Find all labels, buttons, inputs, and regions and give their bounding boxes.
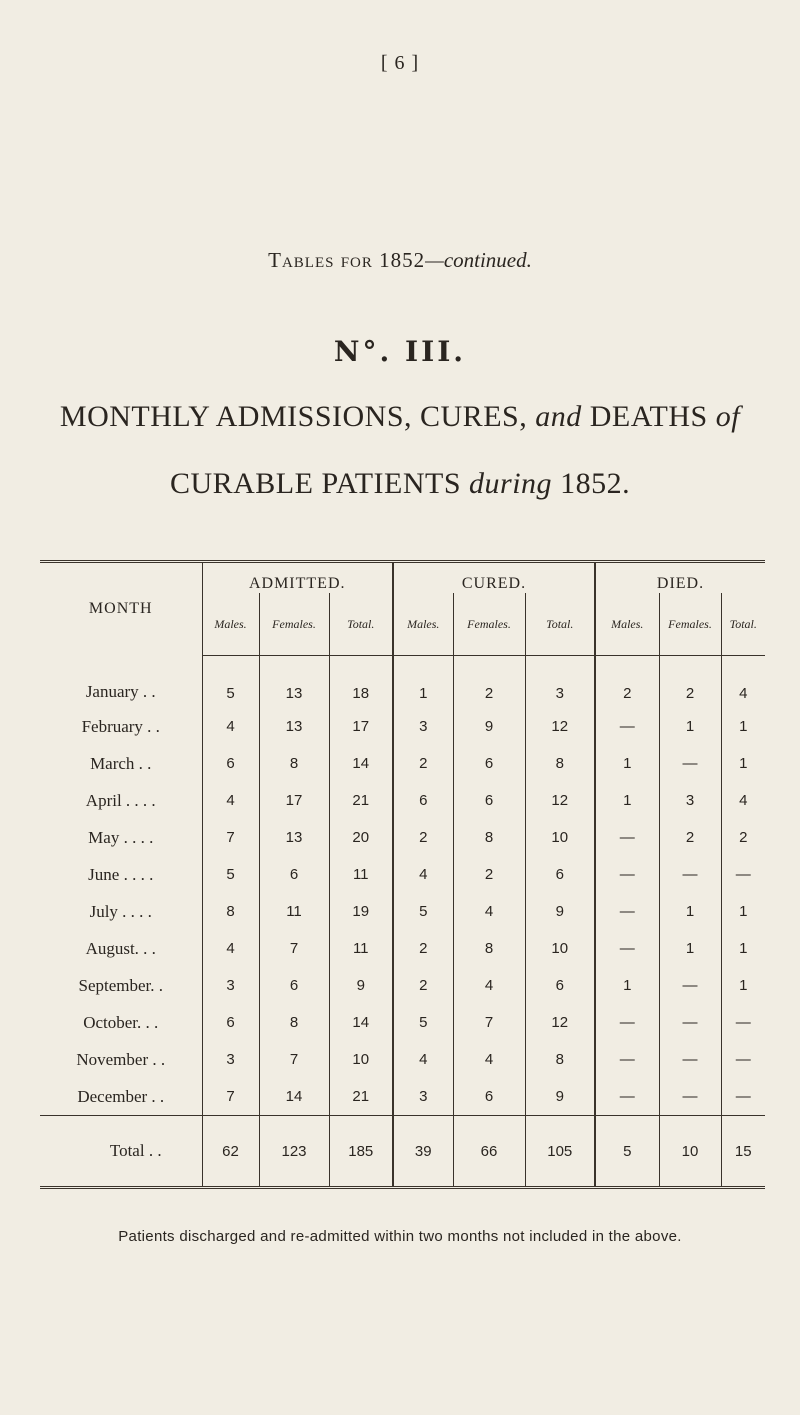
cured-total-cell: 105 [525, 1116, 595, 1188]
admitted-males-cell: 4 [202, 782, 259, 819]
admitted-females-header: Females. [259, 593, 329, 656]
cured-total-cell: 12 [525, 1004, 595, 1041]
died-total-cell: 4 [739, 685, 748, 702]
heading-during: during [469, 467, 553, 500]
admitted-total-cell: 18 [329, 656, 393, 709]
admitted-total-cell: 11 [329, 930, 393, 967]
admitted-females-cell: 7 [259, 1041, 329, 1078]
died-males-header: Males. [595, 593, 659, 656]
cured-females-header: Females. [453, 593, 525, 656]
month-cell: August. . . [40, 930, 202, 967]
cured-females-cell: 6 [453, 1078, 525, 1116]
admitted-females-cell: 13 [259, 708, 329, 745]
admitted-females-cell: 8 [259, 1004, 329, 1041]
cured-total-cell: 8 [525, 1041, 595, 1078]
died-total-cell: 1 [739, 977, 748, 994]
heading-of: of [715, 400, 741, 433]
table-heading-line1 [0, 400, 800, 434]
cured-total-cell: 9 [525, 1078, 595, 1116]
admitted-group-header: ADMITTED. [202, 562, 393, 594]
admitted-total-cell: 14 [329, 745, 393, 782]
cured-females-cell: 7 [453, 1004, 525, 1041]
cured-males-header: Males. [393, 593, 453, 656]
admitted-total-cell: 9 [329, 967, 393, 1004]
cured-total-cell: 6 [525, 967, 595, 1004]
table-row [40, 856, 765, 893]
cured-total-header: Total. [525, 593, 595, 656]
died-males-cell: 1 [595, 745, 659, 782]
cured-total-cell: 10 [525, 819, 595, 856]
cured-males-cell: 2 [393, 819, 453, 856]
died-females-header: Females. [659, 593, 721, 656]
table-row [40, 1004, 765, 1041]
month-cell: November . . [40, 1041, 202, 1078]
month-cell: May . . . . [40, 819, 202, 856]
died-females-cell: 1 [659, 708, 721, 745]
subtitle-main: Tables for 1852 [268, 248, 426, 272]
admitted-males-cell: 3 [202, 967, 259, 1004]
heading-deaths: DEATHS [589, 400, 708, 433]
cured-group-header: CURED. [393, 562, 595, 594]
died-females-cell: — [659, 1041, 721, 1078]
died-males-cell: 1 [595, 967, 659, 1004]
admitted-males-cell: 4 [202, 708, 259, 745]
died-females-cell: — [659, 1078, 721, 1116]
month-column-header: MONTH [40, 562, 202, 656]
died-males-cell: — [595, 893, 659, 930]
admitted-total-cell: 11 [329, 856, 393, 893]
died-females-cell: 1 [659, 893, 721, 930]
died-total-header: Total. [721, 593, 765, 656]
cured-females-cell: 2 [453, 656, 525, 709]
table-number: N°. III. [333, 335, 467, 368]
heading-and: and [535, 400, 582, 433]
died-females-cell: 10 [659, 1116, 721, 1188]
month-cell: September. . [40, 967, 202, 1004]
admitted-males-cell: 5 [202, 656, 259, 709]
admitted-total-cell: 20 [329, 819, 393, 856]
cured-males-cell: 5 [393, 893, 453, 930]
died-males-cell: — [595, 1004, 659, 1041]
died-females-cell: — [659, 856, 721, 893]
cured-total-cell: 3 [525, 656, 595, 709]
cured-total-cell: 12 [525, 708, 595, 745]
admitted-females-cell: 17 [259, 782, 329, 819]
cured-females-cell: 9 [453, 708, 525, 745]
cured-males-cell: 4 [393, 1041, 453, 1078]
admitted-males-cell: 6 [202, 1004, 259, 1041]
died-total-cell: 4 [739, 792, 748, 809]
cured-total-cell: 6 [525, 856, 595, 893]
table-body [40, 656, 765, 1188]
died-total-cell: 15 [721, 1116, 765, 1188]
month-cell: June . . . . [40, 856, 202, 893]
died-females-cell: — [659, 745, 721, 782]
admitted-females-cell: 13 [259, 819, 329, 856]
admitted-total-cell: 10 [329, 1041, 393, 1078]
cured-males-cell: 39 [393, 1116, 453, 1188]
month-cell: October. . . [40, 1004, 202, 1041]
cured-females-cell: 6 [453, 782, 525, 819]
month-cell: January . . [40, 656, 202, 709]
admitted-males-header: Males. [202, 593, 259, 656]
table-row [40, 930, 765, 967]
died-females-cell: — [659, 967, 721, 1004]
admitted-males-cell: 4 [202, 930, 259, 967]
heading-curable-patients: CURABLE PATIENTS [169, 467, 462, 500]
admitted-females-cell: 8 [259, 745, 329, 782]
cured-males-cell: 2 [393, 967, 453, 1004]
month-cell: March . . [40, 745, 202, 782]
month-cell: April . . . . [40, 782, 202, 819]
died-males-cell: — [595, 819, 659, 856]
admitted-females-cell: 13 [259, 656, 329, 709]
admitted-total-cell: 21 [329, 1078, 393, 1116]
cured-total-cell: 12 [525, 782, 595, 819]
cured-males-cell: 2 [393, 930, 453, 967]
cured-females-cell: 2 [453, 856, 525, 893]
table-row [40, 967, 765, 1004]
died-total-cell: 1 [739, 903, 748, 920]
died-males-cell: 5 [595, 1116, 659, 1188]
died-males-cell: 2 [595, 656, 659, 709]
admitted-females-cell: 7 [259, 930, 329, 967]
subtitle-suffix: —continued. [425, 248, 532, 272]
cured-males-cell: 2 [393, 745, 453, 782]
died-males-cell: — [595, 1041, 659, 1078]
subtitle [0, 248, 800, 273]
admitted-males-cell: 7 [202, 819, 259, 856]
died-total-cell: 2 [739, 829, 748, 846]
table-row [40, 819, 765, 856]
cured-males-cell: 6 [393, 782, 453, 819]
admitted-males-cell: 5 [202, 856, 259, 893]
admitted-total-cell: 19 [329, 893, 393, 930]
cured-females-cell: 4 [453, 967, 525, 1004]
died-total-cell: — [735, 1088, 751, 1105]
table-row [40, 782, 765, 819]
table-heading-line2 [0, 467, 800, 501]
cured-females-cell: 8 [453, 819, 525, 856]
died-total-cell: 1 [739, 940, 748, 957]
cured-total-cell: 9 [525, 893, 595, 930]
total-row [40, 1116, 765, 1188]
cured-females-cell: 4 [453, 1041, 525, 1078]
cured-males-cell: 3 [393, 1078, 453, 1116]
admitted-females-cell: 6 [259, 856, 329, 893]
admitted-females-cell: 11 [259, 893, 329, 930]
admitted-females-cell: 123 [259, 1116, 329, 1188]
died-total-cell: — [735, 1051, 751, 1068]
heading-year: 1852. [560, 467, 631, 500]
admitted-males-cell: 3 [202, 1041, 259, 1078]
died-total-cell: — [735, 1014, 751, 1031]
admitted-females-cell: 6 [259, 967, 329, 1004]
died-total-cell: 1 [739, 755, 748, 772]
died-males-cell: 1 [595, 782, 659, 819]
died-females-cell: 2 [659, 656, 721, 709]
table-row [40, 1041, 765, 1078]
month-cell: Total . . [40, 1116, 202, 1188]
footnote: Patients discharged and re-admitted within two months not included in the above. [118, 1228, 682, 1245]
died-males-cell: — [595, 708, 659, 745]
admitted-total-cell: 17 [329, 708, 393, 745]
cured-total-cell: 8 [525, 745, 595, 782]
admitted-males-cell: 7 [202, 1078, 259, 1116]
cured-males-cell: 5 [393, 1004, 453, 1041]
month-cell: February . . [40, 708, 202, 745]
page-number: [ 6 ] [380, 52, 420, 74]
died-total-cell: 1 [739, 718, 748, 735]
admitted-total-cell: 185 [329, 1116, 393, 1188]
table-row [40, 745, 765, 782]
admitted-females-cell: 14 [259, 1078, 329, 1116]
table-row [40, 656, 765, 709]
month-cell: December . . [40, 1078, 202, 1116]
died-females-cell: 3 [659, 782, 721, 819]
table-row [40, 893, 765, 930]
cured-males-cell: 4 [393, 856, 453, 893]
cured-females-cell: 66 [453, 1116, 525, 1188]
died-males-cell: — [595, 930, 659, 967]
died-females-cell: 2 [659, 819, 721, 856]
admitted-males-cell: 6 [202, 745, 259, 782]
cured-females-cell: 4 [453, 893, 525, 930]
cured-males-cell: 3 [393, 708, 453, 745]
died-males-cell: — [595, 856, 659, 893]
admitted-total-cell: 14 [329, 1004, 393, 1041]
died-females-cell: — [659, 1004, 721, 1041]
heading-admissions-cures: MONTHLY ADMISSIONS, CURES, [59, 400, 528, 433]
month-cell: July . . . . [40, 893, 202, 930]
cured-males-cell: 1 [393, 656, 453, 709]
monthly-statistics-table [40, 560, 765, 1189]
admitted-total-cell: 21 [329, 782, 393, 819]
cured-females-cell: 6 [453, 745, 525, 782]
cured-females-cell: 8 [453, 930, 525, 967]
admitted-males-cell: 8 [202, 893, 259, 930]
died-males-cell: — [595, 1078, 659, 1116]
table-row [40, 708, 765, 745]
died-females-cell: 1 [659, 930, 721, 967]
admitted-males-cell: 62 [202, 1116, 259, 1188]
died-total-cell: — [735, 866, 751, 883]
died-group-header: DIED. [656, 575, 705, 592]
admitted-total-header: Total. [329, 593, 393, 656]
cured-total-cell: 10 [525, 930, 595, 967]
table-row [40, 1078, 765, 1116]
